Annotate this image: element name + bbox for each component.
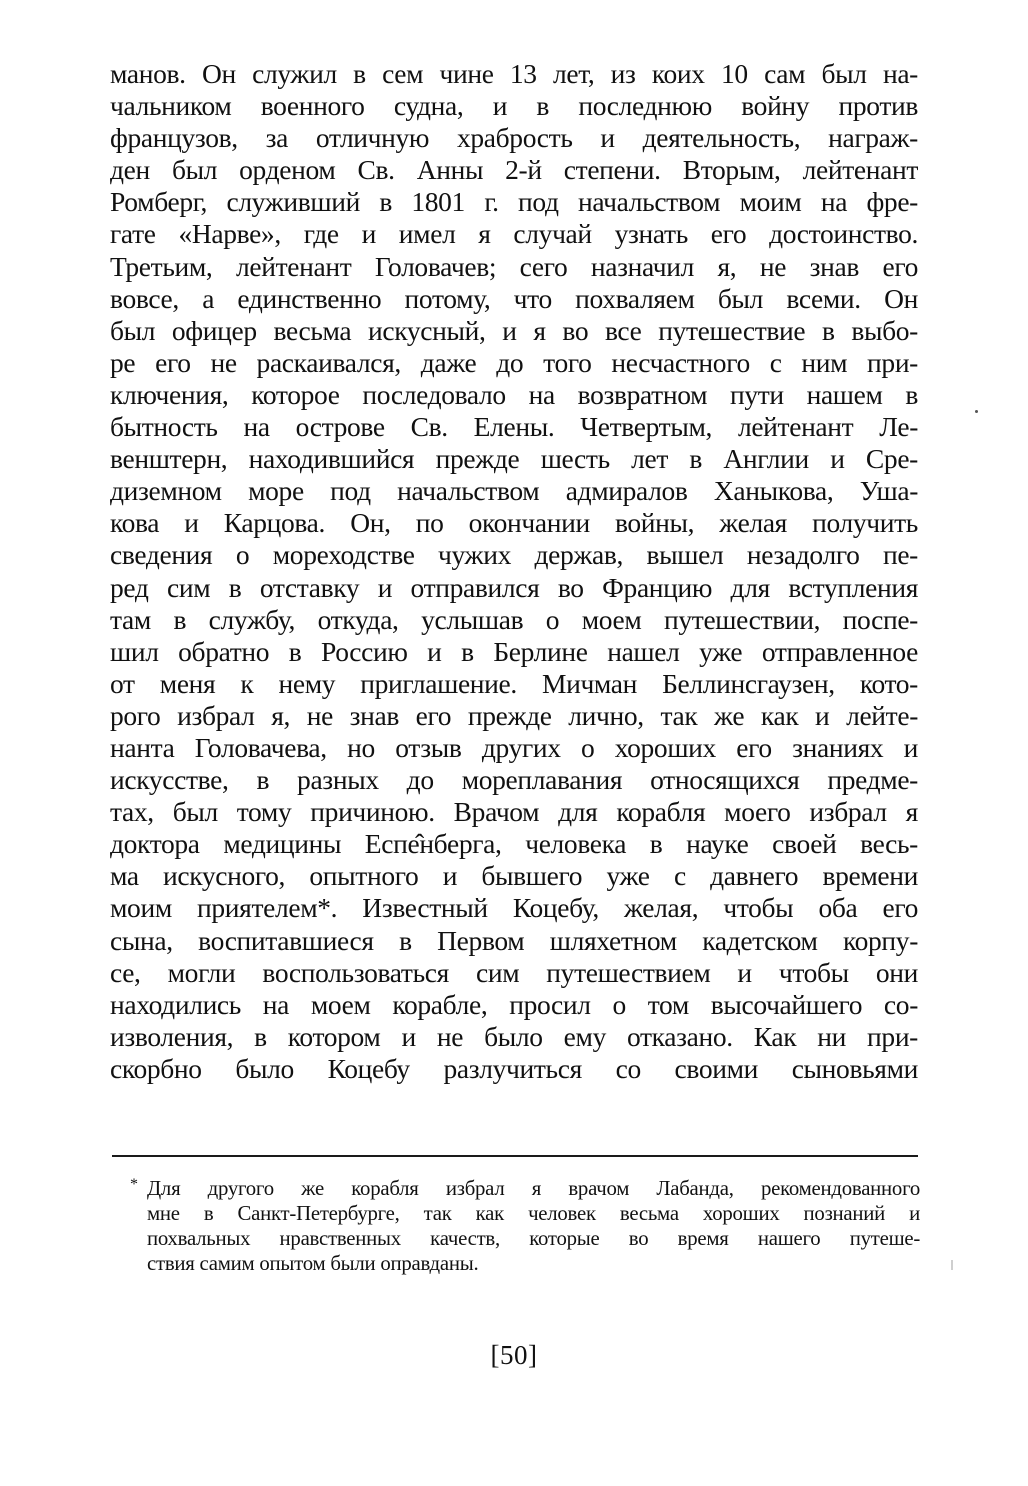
text-line: искусстве, в разных до мореплавания относящихся предме- <box>110 764 918 796</box>
page-number: [50] <box>490 1340 538 1370</box>
footnote <box>130 1176 920 1276</box>
text-line: был офицер весьма искусный, и я во все путешествие в выбо- <box>110 314 918 346</box>
text-line: сведения о мореходстве чужих держав, вышел незадолго пе- <box>110 539 918 571</box>
footnote-line: ствия самим опытом были оправданы. <box>147 1252 479 1275</box>
footnote-divider <box>112 1155 918 1157</box>
scan-speck <box>975 410 978 413</box>
text-line: находились на моем корабле, просил о том высочайшего со- <box>110 988 918 1020</box>
text-line: ред сим в отставку и отправился во Францию для вступления <box>110 571 918 603</box>
text-line: там в службу, откуда, услышав о моем путешествии, поспе- <box>110 603 918 635</box>
text-line: бытность на острове Св. Елены. Четвертым, лейтенант Ле- <box>110 411 918 443</box>
text-line: скорбно было Коцебу разлучиться со своими сыновьями <box>110 1052 918 1084</box>
footnote-marker: * <box>130 1176 138 1193</box>
text-line: сына, воспитавшиеся в Первом шляхетном кадетском корпу- <box>110 924 918 956</box>
text-line: се, могли воспользоваться сим путешествием и чтобы они <box>110 956 918 988</box>
text-line: Ромберг, служивший в 1801 г. под начальством моим на фре- <box>110 186 918 218</box>
text-line: ден был орденом Св. Анны 2-й степени. Вторым, лейтенант <box>110 154 918 186</box>
text-line: венштерн, находившийся прежде шесть лет в Англии и Сре- <box>110 443 918 475</box>
text-line: доктора медицины Еспе̂нберга, человека в науке своей весь- <box>110 828 918 860</box>
text-line: гате «Нарве», где и имел я случай узнать его достоинство. <box>110 218 918 250</box>
footnote-line <box>130 1176 920 1201</box>
text-line: ре его не раскаивался, даже до того несчастного с ним при- <box>110 346 918 378</box>
text-line: рого избрал я, не знав его прежде лично, так же как и лейте- <box>110 699 918 731</box>
text-line: изволения, в котором и не было ему отказано. Как ни при- <box>110 1020 918 1052</box>
main-text-block <box>110 58 918 1085</box>
footnote-line-text: Для другого же корабля избрал я врачом Лабанда, рекомендованного <box>147 1177 920 1200</box>
text-line: Третьим, лейтенант Головачев; сего назначил я, не знав его <box>110 250 918 282</box>
text-line: моим приятелем*. Известный Коцебу, желая, чтобы оба его <box>110 892 918 924</box>
text-line: кова и Карцова. Он, по окончании войны, желая получить <box>110 507 918 539</box>
text-line: диземном море под начальством адмиралов Ханыкова, Уша- <box>110 475 918 507</box>
text-line: французов, за отличную храбрость и деятельность, награж- <box>110 122 918 154</box>
text-line: ключения, которое последовало на возвратном пути нашем в <box>110 378 918 410</box>
scan-mark <box>951 1260 953 1270</box>
text-line: от меня к нему приглашение. Мичман Беллинсгаузен, кото- <box>110 667 918 699</box>
footnote-line: мне в Санкт-Петербурге, так как человек весьма хороших познаний и <box>147 1202 920 1225</box>
footnote-line: похвальных нравственных качеств, которые во время нашего путеше- <box>147 1227 920 1250</box>
text-line: шил обратно в Россию и в Берлине нашел уже отправленное <box>110 635 918 667</box>
text-line: манов. Он служил в сем чине 13 лет, из коих 10 сам был на- <box>110 58 918 89</box>
text-line: чальником военного судна, и в последнюю войну против <box>110 90 918 122</box>
text-line: тах, был тому причиною. Врачом для корабля моего избрал я <box>110 796 918 828</box>
text-line: нанта Головачева, но отзыв других о хороших его знаниях и <box>110 731 918 763</box>
text-line: ма искусного, опытного и бывшего уже с давнего времени <box>110 860 918 892</box>
text-line: вовсе, а единственно потому, что похваляем был всеми. Он <box>110 282 918 314</box>
